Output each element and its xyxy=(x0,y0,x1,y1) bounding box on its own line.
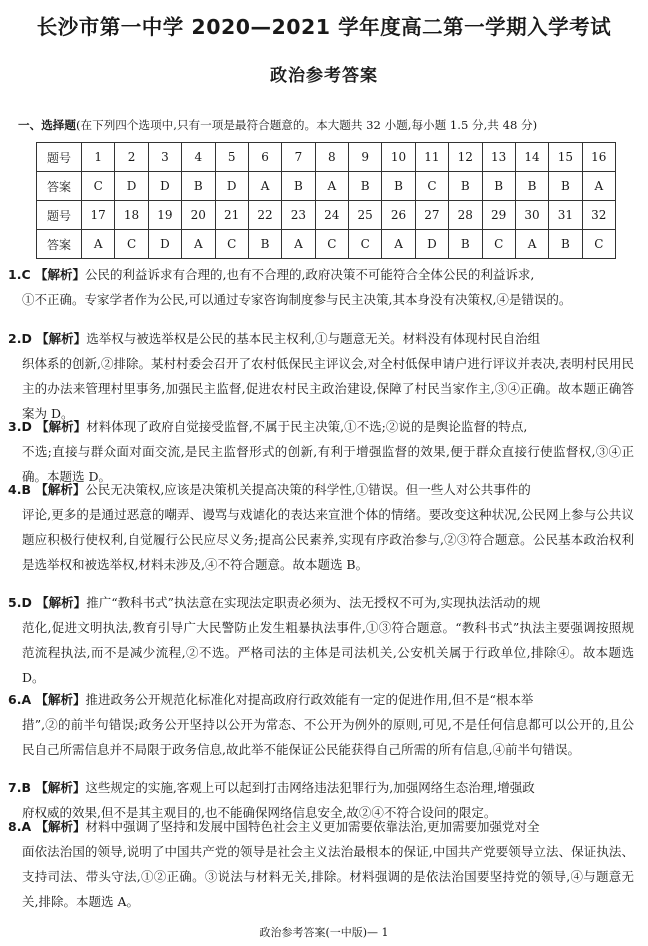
question-explanation xyxy=(8,590,634,690)
answer-cell: B xyxy=(282,172,315,201)
question-explanation xyxy=(8,262,634,312)
answer-cell: D xyxy=(215,172,248,201)
explanation-continuation: 织体系的创新,②排除。某村村委会召开了农村低保民主评议会,对全村低保申请户进行评议并表决,表明村民用民主的办法来管理村里事务,加强民主监督,促进农村民主政治建设,保障了村民当家作主,③④正确。故本题正确答案为 D。 xyxy=(22,356,634,421)
question-number-cell: 32 xyxy=(582,201,615,230)
question-number-cell: 28 xyxy=(449,201,482,230)
section-instruction: (在下列四个选项中,只有一项是最符合题意的。本大题共 32 小题,每小题 1.5 分,共 48 分) xyxy=(75,118,538,132)
explanation-first-line xyxy=(8,590,634,615)
row-label-question: 题号 xyxy=(37,201,82,230)
row-label-answer: 答案 xyxy=(37,230,82,259)
page-subtitle: 政治参考答案 xyxy=(270,66,378,86)
explanation-first-line xyxy=(8,414,634,439)
explanation-continuation: 措”,②的前半句错误;政务公开坚持以公开为常态、不公开为例外的原则,可见,不是任何信息都可以公开的,且公民自己所需信息并不局限于政务信息,故此举不能保证公民能获得自己所需的所有信息,④前半句错误。 xyxy=(22,717,634,757)
explanation-first-line xyxy=(8,775,634,800)
table-row-answers xyxy=(37,230,616,259)
answer-cell: C xyxy=(315,230,348,259)
answer-label: 5.D 【解析】 xyxy=(8,595,87,610)
explanation-first-line xyxy=(8,687,634,712)
answer-cell: A xyxy=(282,230,315,259)
section-title: 一、选择题 xyxy=(18,118,76,132)
answer-cell: D xyxy=(115,172,148,201)
explanation-continuation: 范化,促进文明执法,教育引导广大民警防止发生粗暴执法事件,①③符合题意。“教科书式”执法主要强调按照规范流程执法,而不是减少流程,②不选。严格司法的主体是司法机关,公安机关属于行政单位,排除④。故本题选 D。 xyxy=(22,620,634,685)
question-number-cell: 7 xyxy=(282,143,315,172)
explanation-continuation: 评论,更多的是通过恶意的嘲弄、谩骂与戏谑化的表达来宣泄个体的情绪。要改变这种状况,公民网上参与公共议题应积极行使权利,自觉履行公民应尽义务;提高公民素养,实现有序政治参与,②③符合题意。公民基本政治权利是选举权和被选举权,材料未涉及,④不符合题意。故本题选 B。 xyxy=(22,507,634,572)
explanation-text: 推广“教科书式”执法意在实现法定职责必须为、法无授权不可为,实现执法活动的规 xyxy=(86,595,541,610)
explanation-continuation: 不选;直接与群众面对面交流,是民主监督形式的创新,有利于增强监督的效果,便于群众直接行使监督权,③④正确。本题选 D。 xyxy=(22,444,634,484)
answer-cell: C xyxy=(482,230,515,259)
answer-cell: B xyxy=(449,230,482,259)
table-row-question-numbers xyxy=(37,201,616,230)
answer-label: 3.D 【解析】 xyxy=(8,419,87,434)
table-row-answers xyxy=(37,172,616,201)
answer-label: 8.A 【解析】 xyxy=(8,819,86,834)
answer-cell: C xyxy=(115,230,148,259)
question-number-cell: 30 xyxy=(515,201,548,230)
explanation-text: 推进政务公开规范化标准化对提高政府行政效能有一定的促进作用,但不是“根本举 xyxy=(85,692,534,707)
question-explanation xyxy=(8,814,634,914)
explanation-text: 这些规定的实施,客观上可以起到打击网络违法犯罪行为,加强网络生态治理,增强政 xyxy=(85,780,535,795)
answer-cell: B xyxy=(515,172,548,201)
question-number-cell: 20 xyxy=(182,201,215,230)
answer-cell: A xyxy=(515,230,548,259)
question-number-cell: 12 xyxy=(449,143,482,172)
answer-cell: B xyxy=(482,172,515,201)
explanation-first-line xyxy=(8,477,634,502)
question-number-cell: 16 xyxy=(582,143,615,172)
question-number-cell: 15 xyxy=(549,143,582,172)
question-number-cell: 10 xyxy=(382,143,415,172)
explanation-continuation: 府权威的效果,但不是其主观目的,也不能确保网络信息安全,故②④不符合设问的限定。 xyxy=(22,805,497,820)
question-explanation xyxy=(8,477,634,577)
answer-cell: D xyxy=(148,230,181,259)
page-footer: 政治参考答案(一中版)— 1 xyxy=(259,926,389,939)
explanation-text: 材料体现了政府自觉接受监督,不属于民主决策,①不选;②说的是舆论监督的特点, xyxy=(86,419,528,434)
question-number-cell: 9 xyxy=(349,143,382,172)
answer-cell: B xyxy=(349,172,382,201)
question-number-cell: 19 xyxy=(148,201,181,230)
answer-table xyxy=(36,142,616,259)
question-number-cell: 11 xyxy=(415,143,448,172)
answer-cell: A xyxy=(582,172,615,201)
answer-cell: B xyxy=(182,172,215,201)
answer-cell: D xyxy=(415,230,448,259)
answer-cell: A xyxy=(382,230,415,259)
explanation-text: 公民无决策权,应该是决策机关提高决策的科学性,①错误。但一些人对公共事件的 xyxy=(85,482,531,497)
question-number-cell: 25 xyxy=(349,201,382,230)
question-number-cell: 13 xyxy=(482,143,515,172)
answer-cell: C xyxy=(215,230,248,259)
question-number-cell: 29 xyxy=(482,201,515,230)
question-number-cell: 8 xyxy=(315,143,348,172)
answer-label: 7.B 【解析】 xyxy=(8,780,86,795)
answer-label: 2.D 【解析】 xyxy=(8,331,87,346)
answer-label: 6.A 【解析】 xyxy=(8,692,86,707)
question-number-cell: 18 xyxy=(115,201,148,230)
answer-cell: D xyxy=(148,172,181,201)
answer-label: 4.B 【解析】 xyxy=(8,482,86,497)
answer-cell: B xyxy=(549,172,582,201)
question-number-cell: 24 xyxy=(315,201,348,230)
answer-cell: B xyxy=(549,230,582,259)
question-explanation xyxy=(8,326,634,426)
explanation-first-line xyxy=(8,262,634,287)
question-number-cell: 21 xyxy=(215,201,248,230)
row-label-question: 题号 xyxy=(37,143,82,172)
question-number-cell: 5 xyxy=(215,143,248,172)
question-number-cell: 1 xyxy=(82,143,115,172)
page-title: 长沙市第一中学 2020—2021 学年度高二第一学期入学考试 xyxy=(36,15,612,39)
question-number-cell: 2 xyxy=(115,143,148,172)
answer-cell: B xyxy=(248,230,281,259)
answer-cell: C xyxy=(349,230,382,259)
question-number-cell: 31 xyxy=(549,201,582,230)
answer-cell: B xyxy=(449,172,482,201)
explanation-continuation: ①不正确。专家学者作为公民,可以通过专家咨询制度参与民主决策,其本身没有决策权,④是错误的。 xyxy=(22,292,572,307)
explanation-text: 公民的利益诉求有合理的,也有不合理的,政府决策不可能符合全体公民的利益诉求, xyxy=(84,267,535,282)
question-number-cell: 6 xyxy=(248,143,281,172)
question-number-cell: 27 xyxy=(415,201,448,230)
question-number-cell: 26 xyxy=(382,201,415,230)
answer-cell: C xyxy=(82,172,115,201)
answer-cell: A xyxy=(82,230,115,259)
answer-cell: A xyxy=(182,230,215,259)
table-row-question-numbers xyxy=(37,143,616,172)
explanation-text: 选举权与被选举权是公民的基本民主权利,①与题意无关。材料没有体现村民自治组 xyxy=(86,331,541,346)
question-number-cell: 22 xyxy=(248,201,281,230)
answer-cell: C xyxy=(582,230,615,259)
explanation-continuation: 面依法治国的领导,说明了中国共产党的领导是社会主义法治最根本的保证,中国共产党要领导立法、保证执法、支持司法、带头守法,①②正确。③说法与材料无关,排除。材料强调的是依法治国要坚持党的领导,④与题意无关,排除。本题选 A。 xyxy=(22,844,634,909)
explanation-first-line xyxy=(8,814,634,839)
question-number-cell: 14 xyxy=(515,143,548,172)
explanation-text: 材料中强调了坚持和发展中国特色社会主义更加需要依靠法治,更加需要加强党对全 xyxy=(85,819,540,834)
question-number-cell: 17 xyxy=(82,201,115,230)
question-number-cell: 4 xyxy=(182,143,215,172)
answer-cell: A xyxy=(248,172,281,201)
section-heading xyxy=(18,117,638,133)
row-label-answer: 答案 xyxy=(37,172,82,201)
answer-cell: A xyxy=(315,172,348,201)
answer-label: 1.C 【解析】 xyxy=(8,267,85,282)
question-number-cell: 23 xyxy=(282,201,315,230)
question-explanation xyxy=(8,687,634,762)
question-number-cell: 3 xyxy=(148,143,181,172)
answer-cell: B xyxy=(382,172,415,201)
explanation-first-line xyxy=(8,326,634,351)
answer-cell: C xyxy=(415,172,448,201)
